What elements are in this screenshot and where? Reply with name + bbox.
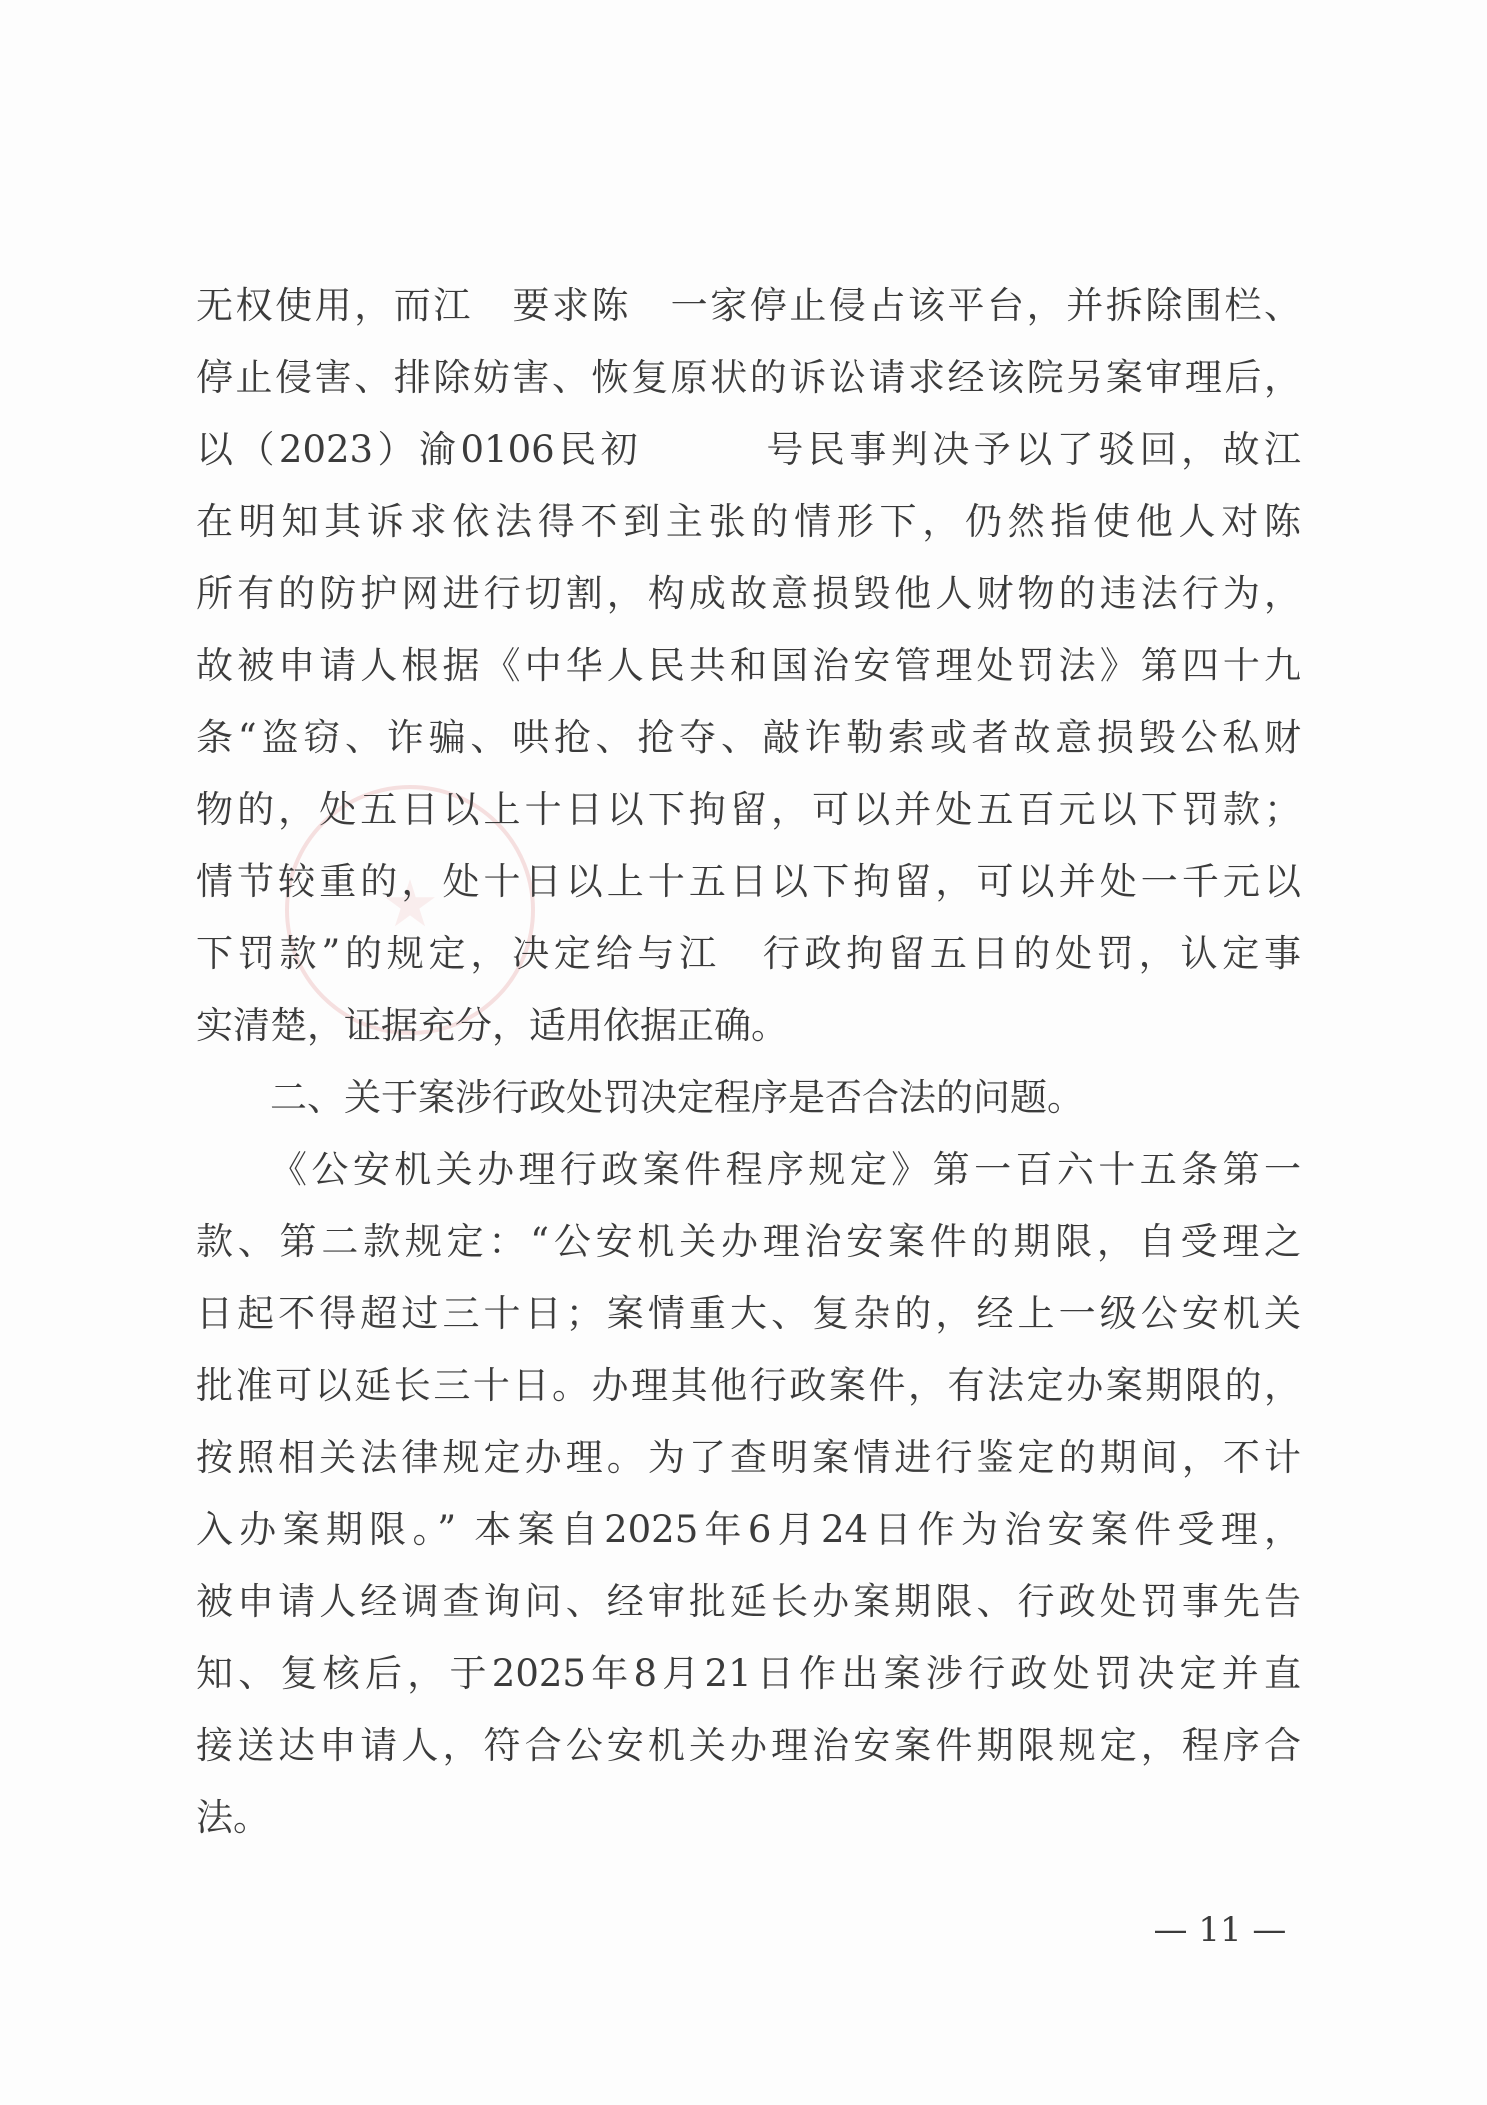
body-line: 法。 [196, 1796, 270, 1839]
body-line: 日起不得超过三十日；案情重大、复杂的，经上一级公安机关 [196, 1292, 1301, 1335]
page-number: — 11 — [1153, 1910, 1287, 1950]
body-line: 故被申请人根据《中华人民共和国治安管理处罚法》第四十九 [196, 644, 1301, 687]
body-line: 入办案期限。” 本案自2025年6月24日作为治安案件受理， [196, 1508, 1301, 1551]
body-line: 知、复核后，于2025年8月21日作出案涉行政处罚决定并直 [196, 1652, 1301, 1695]
document-body [196, 270, 1301, 1854]
body-line: 无权使用，而江 要求陈 一家停止侵占该平台，并拆除围栏、 [196, 284, 1301, 327]
body-line: 下罚款”的规定，决定给与江 行政拘留五日的处罚，认定事 [196, 932, 1301, 975]
body-line: 条“盗窃、诈骗、哄抢、抢夺、敲诈勒索或者故意损毁公私财 [196, 716, 1301, 759]
body-line: 所有的防护网进行切割，构成故意损毁他人财物的违法行为， [196, 572, 1301, 615]
body-line: 物的，处五日以上十日以下拘留，可以并处五百元以下罚款； [196, 788, 1301, 831]
body-line: 在明知其诉求依法得不到主张的情形下，仍然指使他人对陈 [196, 500, 1301, 543]
body-line: 批准可以延长三十日。办理其他行政案件，有法定办案期限的， [196, 1364, 1301, 1407]
body-line: 情节较重的，处十日以上十五日以下拘留，可以并处一千元以 [196, 860, 1301, 903]
body-line: 被申请人经调查询问、经审批延长办案期限、行政处罚事先告 [196, 1580, 1301, 1623]
body-line: 以（2023）渝0106民初 号民事判决予以了驳回，故江 [196, 428, 1301, 471]
section-heading: 二、关于案涉行政处罚决定程序是否合法的问题。 [270, 1076, 1084, 1119]
body-line: 停止侵害、排除妨害、恢复原状的诉讼请求经该院另案审理后， [196, 356, 1301, 399]
body-line: 款、第二款规定：“公安机关办理治安案件的期限，自受理之 [196, 1220, 1301, 1263]
body-line: 接送达申请人，符合公安机关办理治安案件期限规定，程序合 [196, 1724, 1301, 1767]
body-line: 《公安机关办理行政案件程序规定》第一百六十五条第一 [270, 1148, 1301, 1191]
body-line: 按照相关法律规定办理。为了查明案情进行鉴定的期间，不计 [196, 1436, 1301, 1479]
body-line: 实清楚，证据充分，适用依据正确。 [196, 1004, 788, 1047]
